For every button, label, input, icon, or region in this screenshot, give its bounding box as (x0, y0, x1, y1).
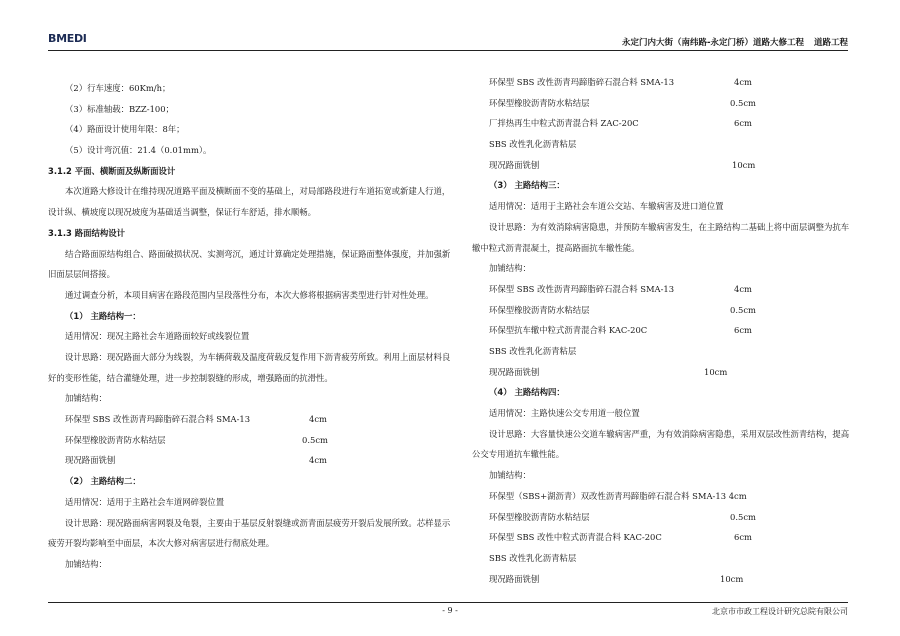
structure-3-title: （3） 主路结构三： (489, 180, 565, 191)
layer-name: 环保型橡胶沥青防水粘结层 (489, 304, 590, 315)
structure-2-case: 适用情况：适用于主路社会车道网碎裂位置 (65, 496, 225, 507)
structure-4-title: （4） 主路结构四： (489, 387, 565, 398)
layer-name: 现况路面铣刨 (65, 455, 116, 466)
layer-thickness: 4cm (309, 455, 327, 466)
layer-thickness: 0.5cm (730, 97, 756, 108)
layer-name: SBS 改性乳化沥青粘层 (489, 552, 577, 563)
structure-1-case: 适用情况：现况主路社会车道路面较好或线裂位置 (65, 331, 250, 342)
layer-thickness: 4cm (734, 77, 752, 87)
layer-name: SBS 改性乳化沥青粘层 (489, 345, 577, 356)
layer-row (472, 134, 852, 155)
project-name: 永定门内大街（南纬路-永定门桥）道路大修工程 (621, 38, 804, 48)
structure-3-case: 适用情况：适用于主路社会车道公交站、车辙病害及进口道位置 (489, 201, 724, 212)
company-logo (48, 29, 94, 47)
right-column (472, 72, 852, 589)
layer-row (472, 548, 852, 569)
layer-name: 环保型 SBS 改性中粒式沥青混合料 KAC-20C (489, 532, 662, 543)
paragraph-313b: 通过调查分析，本项目病害在路段范围内呈段落性分布，本次大修将根据病害类型进行针对性处理。 (65, 289, 434, 300)
heading-312: 3.1.2 平面、横断面及纵断面设计 (48, 165, 176, 176)
layer-thickness: 6cm (734, 118, 752, 129)
layer-name: 环保型 SBS 改性沥青玛蹄脂碎石混合料 SMA-13 (489, 77, 675, 87)
layer-name: 现况路面铣刨 (489, 159, 540, 170)
layer-thickness: 0.5cm (730, 304, 756, 315)
layer-row (472, 527, 852, 548)
layer-thickness: 4cm (309, 414, 327, 425)
layer-name: 环保型 SBS 改性沥青玛蹄脂碎石混合料 SMA-13 (489, 283, 675, 294)
param-line: （3）标准轴载：BZZ-100； (65, 103, 174, 114)
layer-row (472, 93, 852, 114)
layer-thickness: 6cm (734, 325, 752, 336)
header-title (622, 36, 848, 48)
layer-row (472, 362, 852, 383)
layer-row (472, 341, 852, 362)
layer-thickness: 4cm (734, 283, 752, 294)
structure-4-case: 适用情况：主路快速公交专用道一般位置 (489, 408, 640, 419)
layer-name: 环保型 SBS 改性沥青玛蹄脂碎石混合料 SMA-13 (65, 414, 251, 425)
structure-1-title: （1） 主路结构一： (65, 310, 141, 321)
layer-name: 环保型（SBS+湖沥青）双改性沥青玛蹄脂碎石混合料 SMA-13 4cm (489, 490, 747, 501)
structure-2-idea: 设计思路：现况路面病害网裂及龟裂，主要由于基层反射裂缝或沥青面层疲劳开裂后发展所致。芯样显示疲劳开裂均影响至中面层，本次大修对病害层进行彻底处理。 (48, 517, 451, 549)
layer-name: 环保型橡胶沥青防水粘结层 (489, 97, 590, 108)
param-line: （4）路面设计使用年限：8年； (65, 124, 185, 135)
footer-rule (48, 602, 848, 603)
header-rule (48, 50, 848, 51)
layer-thickness: 0.5cm (730, 511, 756, 522)
layer-name: 厂拌热再生中粒式沥青混合料 ZAC-20C (489, 118, 639, 129)
layer-name: 环保型橡胶沥青防水粘结层 (65, 434, 166, 445)
page-number: - 9 - (442, 606, 458, 615)
paragraph-313a: 结合路面原结构组合、路面破损状况、实测弯沉，通过计算确定处理措施，保证路面整体强度，并加强新旧面层层间搭接。 (48, 248, 451, 280)
heading-313: 3.1.3 路面结构设计 (48, 227, 126, 238)
layer-thickness: 0.5cm (302, 434, 328, 445)
layer-row (472, 113, 852, 134)
structure-4-layers-label: 加铺结构： (489, 470, 531, 481)
param-line: （5）设计弯沉值：21.4（0.01mm）。 (65, 145, 212, 156)
layer-thickness: 10cm (704, 366, 728, 377)
layer-row (48, 450, 458, 471)
layer-thickness: 6cm (734, 532, 752, 543)
left-column (48, 78, 458, 575)
layer-row (48, 430, 458, 451)
layer-row (472, 72, 852, 93)
layer-row (48, 409, 458, 430)
paragraph-312: 本次道路大修设计在维持现况道路平面及横断面不变的基础上，对局部路段进行车道拓宽或新建人行道，设计纵、横坡度以现况坡度为基础适当调整，保证行车舒适，排水顺畅。 (48, 186, 451, 218)
param-line: （2）行车速度：60Km/h； (65, 83, 171, 93)
layer-name: SBS 改性乳化沥青粘层 (489, 139, 577, 150)
structure-2-title: （2） 主路结构二： (65, 476, 141, 487)
structure-1-idea: 设计思路：现况路面大部分为线裂，为车辆荷载及温度荷载反复作用下沥青疲劳所致。利用上面层材料良好的变形性能，结合灌缝处理，进一步控制裂缝的形成，增强路面的抗滑性。 (48, 352, 451, 383)
structure-3-idea: 设计思路：为有效消除病害隐患，并预防车辙病害发生，在主路结构二基础上将中面层调整为抗车辙中粒式沥青混凝土，提高路面抗车辙性能。 (472, 221, 850, 253)
layer-name: 现况路面铣刨 (489, 573, 540, 584)
layer-row (472, 279, 852, 300)
layer-row (472, 507, 852, 528)
layer-name: 现况路面铣刨 (489, 366, 540, 377)
structure-2-layers-label: 加铺结构： (65, 558, 107, 569)
structure-4-idea: 设计思路：大容量快速公交道车辙病害严重，为有效消除病害隐患，采用双层改性沥青结构，提高公交专用道抗车辙性能。 (472, 428, 850, 460)
structure-3-layers-label: 加铺结构： (489, 263, 531, 274)
logo-text: BMEDI (48, 32, 87, 45)
section-name: 道路工程 (813, 38, 848, 48)
structure-1-layers-label: 加铺结构： (65, 393, 107, 404)
layer-thickness: 10cm (720, 573, 744, 584)
layer-row (472, 320, 852, 341)
layer-row (472, 155, 852, 176)
layer-row (472, 486, 852, 507)
layer-thickness: 10cm (732, 159, 756, 170)
layer-name: 环保型橡胶沥青防水粘结层 (489, 511, 590, 522)
layer-name: 环保型抗车辙中粒式沥青混合料 KAC-20C (489, 325, 648, 336)
layer-row (472, 300, 852, 321)
footer-organization: 北京市市政工程设计研究总院有限公司 (712, 607, 848, 616)
layer-row (472, 569, 852, 590)
